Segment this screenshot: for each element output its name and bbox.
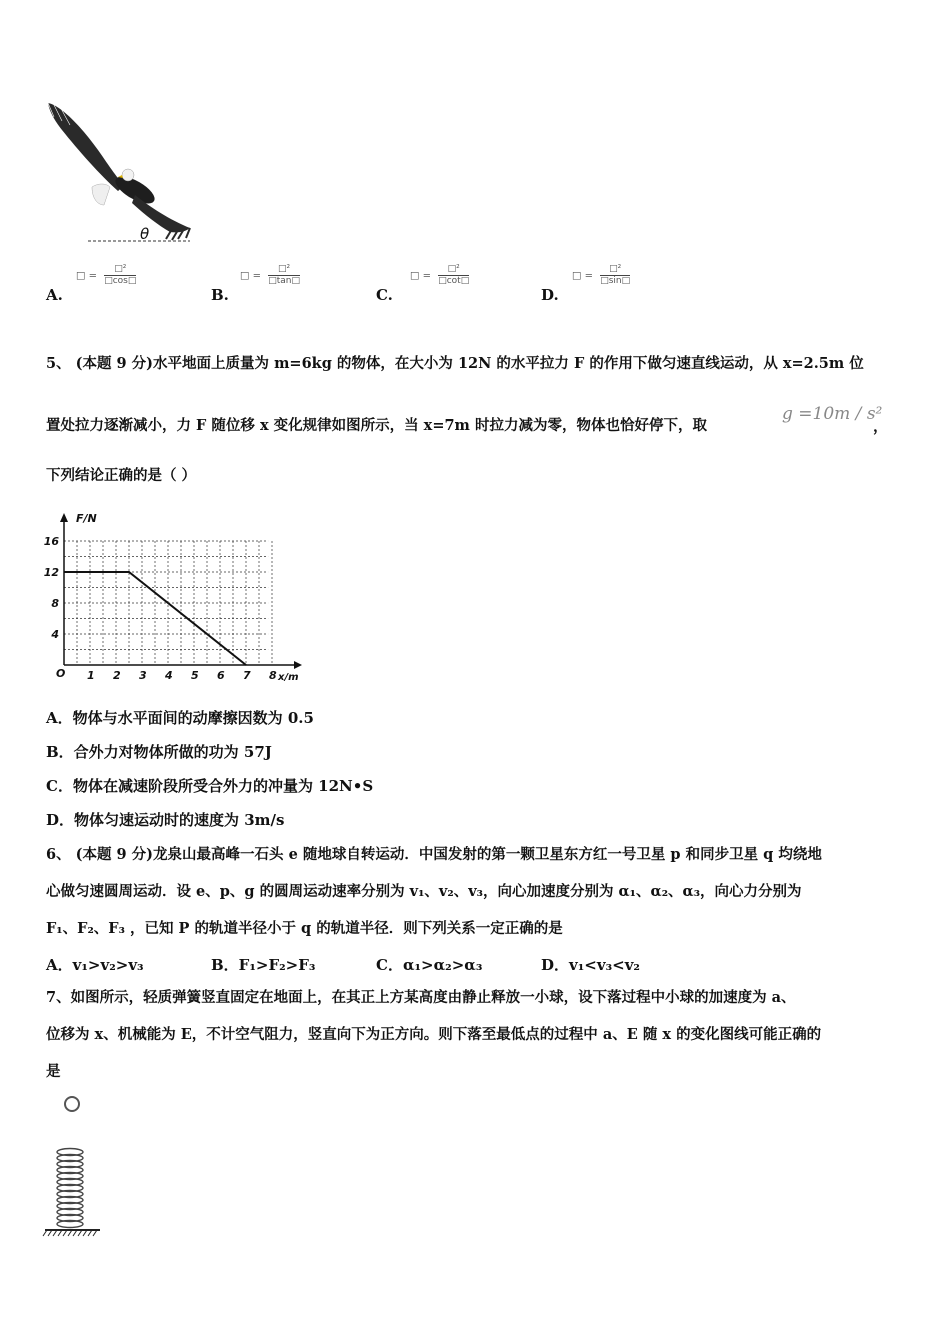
x-tick-label: 6 [217, 669, 225, 682]
y-axis-label: F/N [76, 512, 97, 525]
q4-option-c[interactable] [376, 285, 393, 305]
ball-icon [65, 1097, 79, 1111]
spring-ball-figure [40, 1090, 110, 1240]
q4-option-a[interactable] [46, 285, 63, 305]
q4-option-b-formula: □ = $\frac{\text{□²}}{□\tan□}$ [240, 264, 300, 286]
q5-stem-line2: 置处拉力逐渐减小，力 F 随位移 x 变化规律如图所示，当 x=7m 时拉力减为零，物体也恰好停下，取 [46, 417, 707, 434]
q6-option-d[interactable]: D．v₁<v₃<v₂ [541, 956, 641, 974]
x-tick-label: 7 [243, 669, 251, 682]
x-tick-label: 5 [191, 669, 199, 682]
q7-stem-line1: 7、如图所示，轻质弹簧竖直固定在地面上，在其正上方某高度由静止释放一小球，设下落过程中小球的加速度为 a、 [46, 989, 796, 1006]
q7-stem-line3: 是 [46, 1063, 61, 1080]
q7-stem-line2: 位移为 x、机械能为 E，不计空气阻力，竖直向下为正方向。则下落至最低点的过程中 a、E 随 x 的变化图线可能正确的 [46, 1026, 822, 1043]
q6-stem-line3: F₁、F₂、F₃ ，已知 P 的轨道半径小于 q 的轨道半径．则下列关系一定正确的是 [46, 920, 563, 937]
q5-stem-line3: 下列结论正确的是（ ） [46, 467, 197, 484]
q5-stem-line2-end: ， [873, 417, 889, 435]
x-tick-label: 3 [139, 669, 147, 682]
y-tick-label: 4 [51, 628, 59, 641]
y-tick-label: 16 [44, 535, 59, 548]
y-axis-arrow [60, 513, 68, 522]
y-tick-label: 12 [44, 566, 59, 579]
q4-option-a-formula: □ = $\frac{\text{□²}}{□\cos□}$ [76, 264, 137, 286]
x-tick-label: 8 [269, 669, 277, 682]
option-letter: C. [376, 286, 393, 304]
q5-option-d[interactable]: D．物体匀速运动时的速度为 3m/s [46, 811, 285, 829]
spring-icon [57, 1149, 83, 1228]
q6-option-b[interactable]: B．F₁>F₂>F₃ [211, 956, 316, 974]
q4-option-b[interactable] [211, 285, 229, 305]
x-tick-label: 2 [113, 669, 121, 682]
q6-option-a[interactable]: A．v₁>v₂>v₃ [46, 956, 144, 974]
origin-label: O [56, 667, 66, 680]
angle-theta-label: θ [140, 225, 150, 243]
option-letter: D. [541, 286, 559, 304]
q5-option-b[interactable]: B．合外力对物体所做的功为 57J [46, 743, 272, 761]
option-letter: A. [46, 286, 63, 304]
y-tick-label: 8 [51, 597, 59, 610]
x-axis-arrow [294, 661, 302, 669]
x-tick-label: 1 [87, 669, 95, 682]
q5-option-c[interactable]: C．物体在减速阶段所受合外力的冲量为 12N•S [46, 777, 374, 795]
q6-stem-line2: 心做匀速圆周运动．设 e、p、g 的圆周运动速率分别为 v₁、v₂、v₃，向心加速度分别为 α₁、α₂、α₃，向心力分别为 [46, 883, 802, 900]
x-axis-label: x/m [278, 672, 299, 683]
g-formula: g =10m / s² [782, 404, 883, 424]
q4-option-d-formula: □ = $\frac{\text{□²}}{□\sin□}$ [572, 264, 631, 286]
chart-ticks [44, 535, 277, 682]
x-tick-label: 4 [165, 669, 173, 682]
q4-option-c-formula: □ = $\frac{\text{□²}}{□\cot□}$ [410, 264, 470, 286]
q6-stem-line1: 6、 (本题 9 分)龙泉山最高峰一石头 e 随地球自转运动．中国发射的第一颗卫星东方红一号卫星 p 和同步卫星 q 均绕地 [46, 846, 822, 863]
eagle-icon [48, 101, 190, 240]
q5-option-a[interactable]: A．物体与水平面间的动摩擦因数为 0.5 [46, 709, 314, 727]
force-displacement-chart [44, 508, 304, 683]
eagle-figure [40, 95, 210, 250]
q4-option-d[interactable] [541, 285, 559, 305]
option-letter: B. [211, 286, 229, 304]
q6-option-c[interactable]: C．α₁>α₂>α₃ [376, 956, 483, 974]
q5-stem-line1: 5、 (本题 9 分)水平地面上质量为 m=6kg 的物体，在大小为 12N 的水平拉力 F 的作用下做匀速直线运动，从 x=2.5m 位 [46, 355, 864, 372]
